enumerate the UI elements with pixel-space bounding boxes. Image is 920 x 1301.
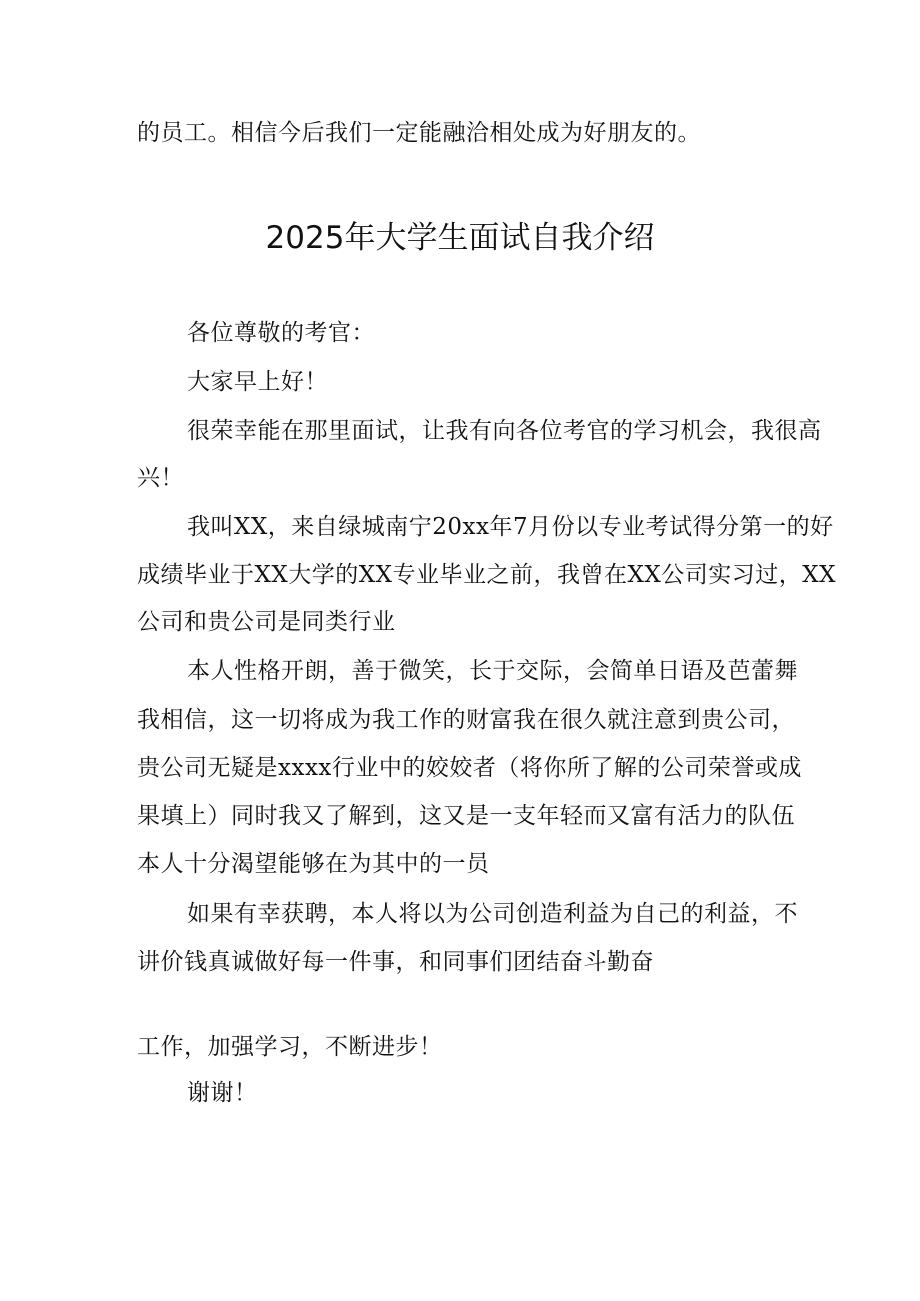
page-title: 2025年大学生面试自我介绍 [265,220,655,256]
paragraph4-line3: 工作，加强学习，不断进步！ [137,1034,443,1060]
closing: 谢谢！ [187,1080,258,1106]
paragraph2-line1: 我叫XX，来自绿城南宁20xx年7月份以专业考试得分第一的好 [187,514,834,540]
previous-section-ending: 的员工。相信今后我们一定能融洽相处成为好朋友的。 [137,120,701,146]
paragraph4-line2: 讲价钱真诚做好每一件事，和同事们团结奋斗勤奋 [137,949,654,975]
paragraph3-line4: 果填上）同时我又了解到，这又是一支年轻而又富有活力的队伍 [137,803,795,829]
paragraph2-line2: 成绩毕业于XX大学的XX专业毕业之前，我曾在XX公司实习过，XX [137,562,836,588]
paragraph3-line2: 我相信，这一切将成为我工作的财富我在很久就注意到贵公司， [137,707,795,733]
paragraph3-line5: 本人十分渴望能够在为其中的一员 [137,851,490,877]
paragraph3-line1: 本人性格开朗，善于微笑，长于交际，会简单日语及芭蕾舞 [187,658,798,684]
paragraph1-line2: 兴！ [137,465,184,491]
salutation: 各位尊敬的考官： [187,320,375,346]
paragraph2-line3: 公司和贵公司是同类行业 [137,609,396,635]
greeting: 大家早上好！ [187,369,328,395]
paragraph1-line1: 很荣幸能在那里面试，让我有向各位考官的学习机会，我很高 [187,418,822,444]
paragraph3-line3: 贵公司无疑是xxxx行业中的姣姣者（将你所了解的公司荣誉或成 [137,755,802,781]
paragraph4-line1: 如果有幸获聘，本人将以为公司创造利益为自己的利益，不 [187,901,798,927]
